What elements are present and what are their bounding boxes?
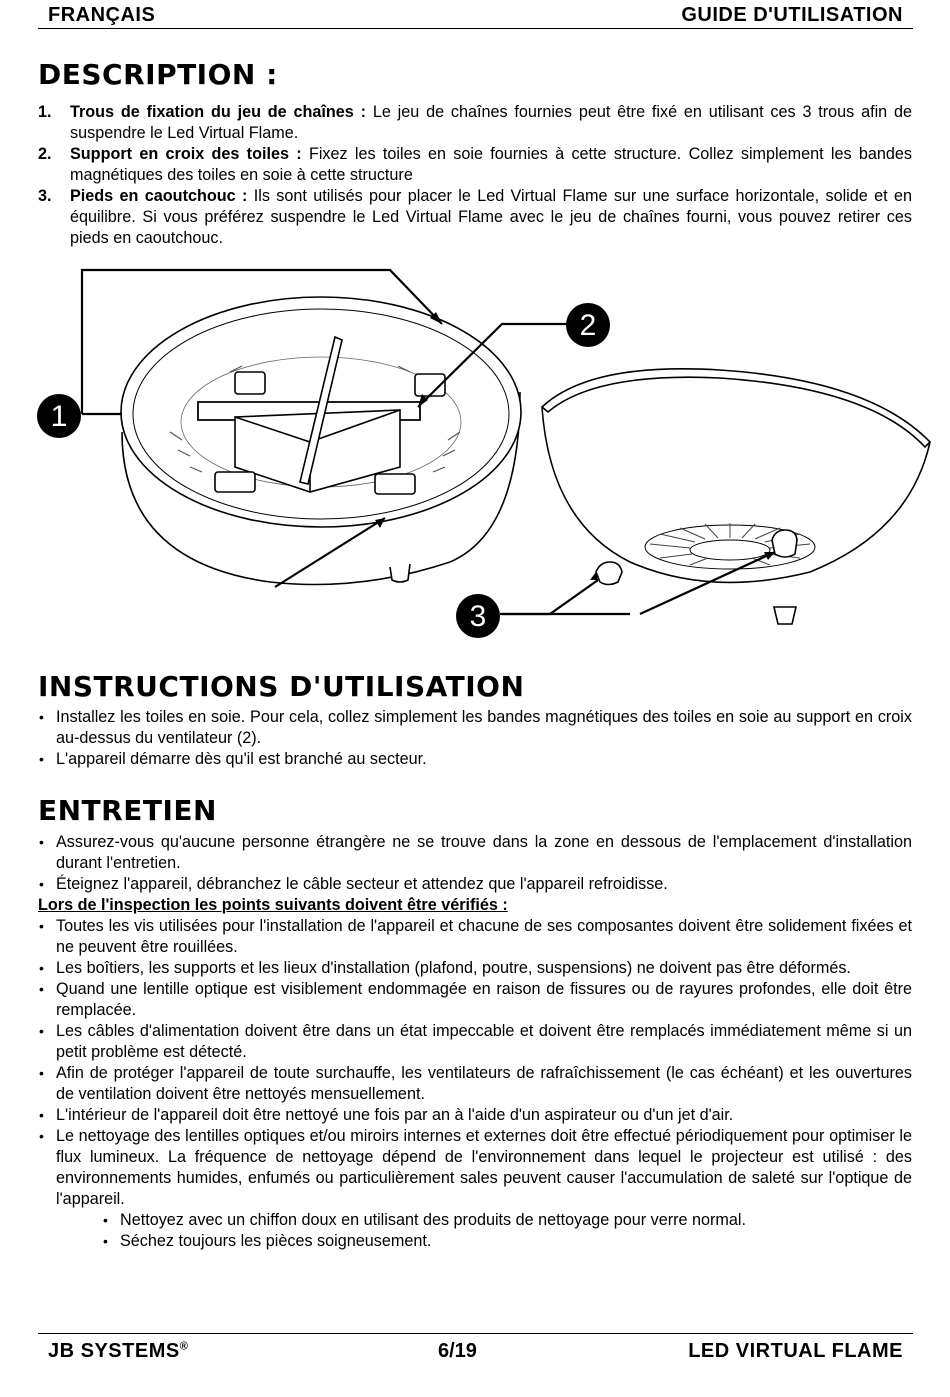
item-term: Support en croix des toiles : (70, 145, 302, 163)
maintenance-block (38, 832, 912, 1252)
callout-label: 1 (50, 400, 68, 433)
callout-1 (37, 394, 81, 438)
list-item: • Assurez-vous qu'aucune personne étrangère ne se trouve dans la zone en dessous de l'emplacement d'installation durant l'entretien. (38, 832, 912, 874)
list-item: • Installez les toiles en soie. Pour cela, collez simplement les bandes magnétiques des toiles en soie au support en croix au-dessus du ventilateur (2). (38, 707, 912, 749)
callout-3 (456, 594, 500, 638)
description-list (38, 102, 912, 249)
item-number: 2. (38, 145, 52, 163)
description-title: DESCRIPTION : (38, 58, 278, 91)
maintenance-title: ENTRETIEN (38, 794, 217, 827)
maintenance-list (38, 832, 912, 895)
item-term: Pieds en caoutchouc : (70, 187, 248, 205)
item-term: Trous de fixation du jeu de chaînes : (70, 103, 367, 121)
description-item (38, 102, 912, 144)
list-item: • L'appareil démarre dès qu'il est branché au secteur. (38, 749, 912, 770)
header-doc-type: GUIDE D'UTILISATION (681, 4, 903, 26)
callout-label: 3 (469, 600, 487, 633)
list-item: • Toutes les vis utilisées pour l'installation de l'appareil et chacune de ses composantes doivent être solidement fixées et ne peuvent être rouillées. (38, 916, 912, 958)
item-text: Fixez les toiles en soie fournies à cette structure. Collez simplement les bandes magnétiques des toiles en soie à cette structure (70, 145, 913, 184)
cover-dome-drawing (542, 369, 930, 624)
callout-2 (566, 303, 610, 347)
list-item: • L'intérieur de l'appareil doit être nettoyé une fois par an à l'aide d'un aspirateur ou d'un jet d'air. (38, 1105, 912, 1126)
footer-brand (48, 1340, 188, 1363)
page-footer (38, 1333, 913, 1369)
item-text: Ils sont utilisés pour placer le Led Virtual Flame sur une surface horizontale, solide et en équilibre. Si vous préférez suspendre le Led Virtual Flame avec le jeu de chaînes fourni, vous pouvez retirer ces pieds en caoutchouc. (70, 187, 912, 247)
list-item: • Les boîtiers, les supports et les lieux d'installation (plafond, poutre, suspensions) ne doivent pas être déformés. (38, 958, 912, 979)
list-item (38, 1126, 912, 1252)
item-number: 1. (38, 103, 52, 121)
list-item: • Éteignez l'appareil, débranchez le câble secteur et attendez que l'appareil refroidisse. (38, 874, 912, 895)
cleaning-sublist (56, 1210, 912, 1252)
base-unit-drawing (121, 297, 521, 585)
list-item: • Les câbles d'alimentation doivent être dans un état impeccable et doivent être remplacés immédiatement même si un petit problème est détecté. (38, 1021, 912, 1063)
brand-name: JB SYSTEMS (48, 1340, 180, 1362)
list-item-text: Le nettoyage des lentilles optiques et/ou miroirs internes et externes doit être effectué périodiquement pour optimiser le flux lumineux. La fréquence de nettoyage dépend de l'environnement dans lequel le projecteur est utilisé : des environnements humides, enfumés ou particulièrement sales peuvent causer l'accumulation de saleté sur l'optique de l'appareil. (56, 1127, 912, 1208)
page-number: 6/19 (438, 1340, 477, 1362)
instructions-list (38, 707, 912, 770)
header-language: FRANÇAIS (48, 4, 156, 26)
list-item: • Quand une lentille optique est visiblement endommagée en raison de fissures ou de rayures profondes, elle doit être remplacée. (38, 979, 912, 1021)
callout-label: 2 (579, 309, 597, 342)
product-figure (30, 262, 935, 654)
description-item (38, 186, 912, 249)
item-text: Le jeu de chaînes fournies peut être fixé en utilisant ces 3 trous afin de suspendre le Led Virtual Flame. (70, 103, 913, 142)
inspection-list (38, 916, 912, 1252)
inspection-title: Lors de l'inspection les points suivants doivent être vérifiés : (38, 896, 508, 914)
description-item (38, 144, 912, 186)
page-header (38, 2, 913, 29)
product-illustration (30, 262, 935, 654)
instructions-block (38, 707, 912, 770)
registered-mark: ® (179, 1340, 189, 1353)
footer-product: LED VIRTUAL FLAME (688, 1340, 903, 1362)
sub-list-item: • Nettoyez avec un chiffon doux en utilisant des produits de nettoyage pour verre normal. (102, 1210, 912, 1231)
instructions-title: INSTRUCTIONS D'UTILISATION (38, 670, 525, 703)
list-item: • Afin de protéger l'appareil de toute surchauffe, les ventilateurs de rafraîchissement (le cas échéant) et les ouvertures de ventilation doivent être nettoyés mensuellement. (38, 1063, 912, 1105)
sub-list-item: • Séchez toujours les pièces soigneusement. (102, 1231, 912, 1252)
item-number: 3. (38, 187, 52, 205)
